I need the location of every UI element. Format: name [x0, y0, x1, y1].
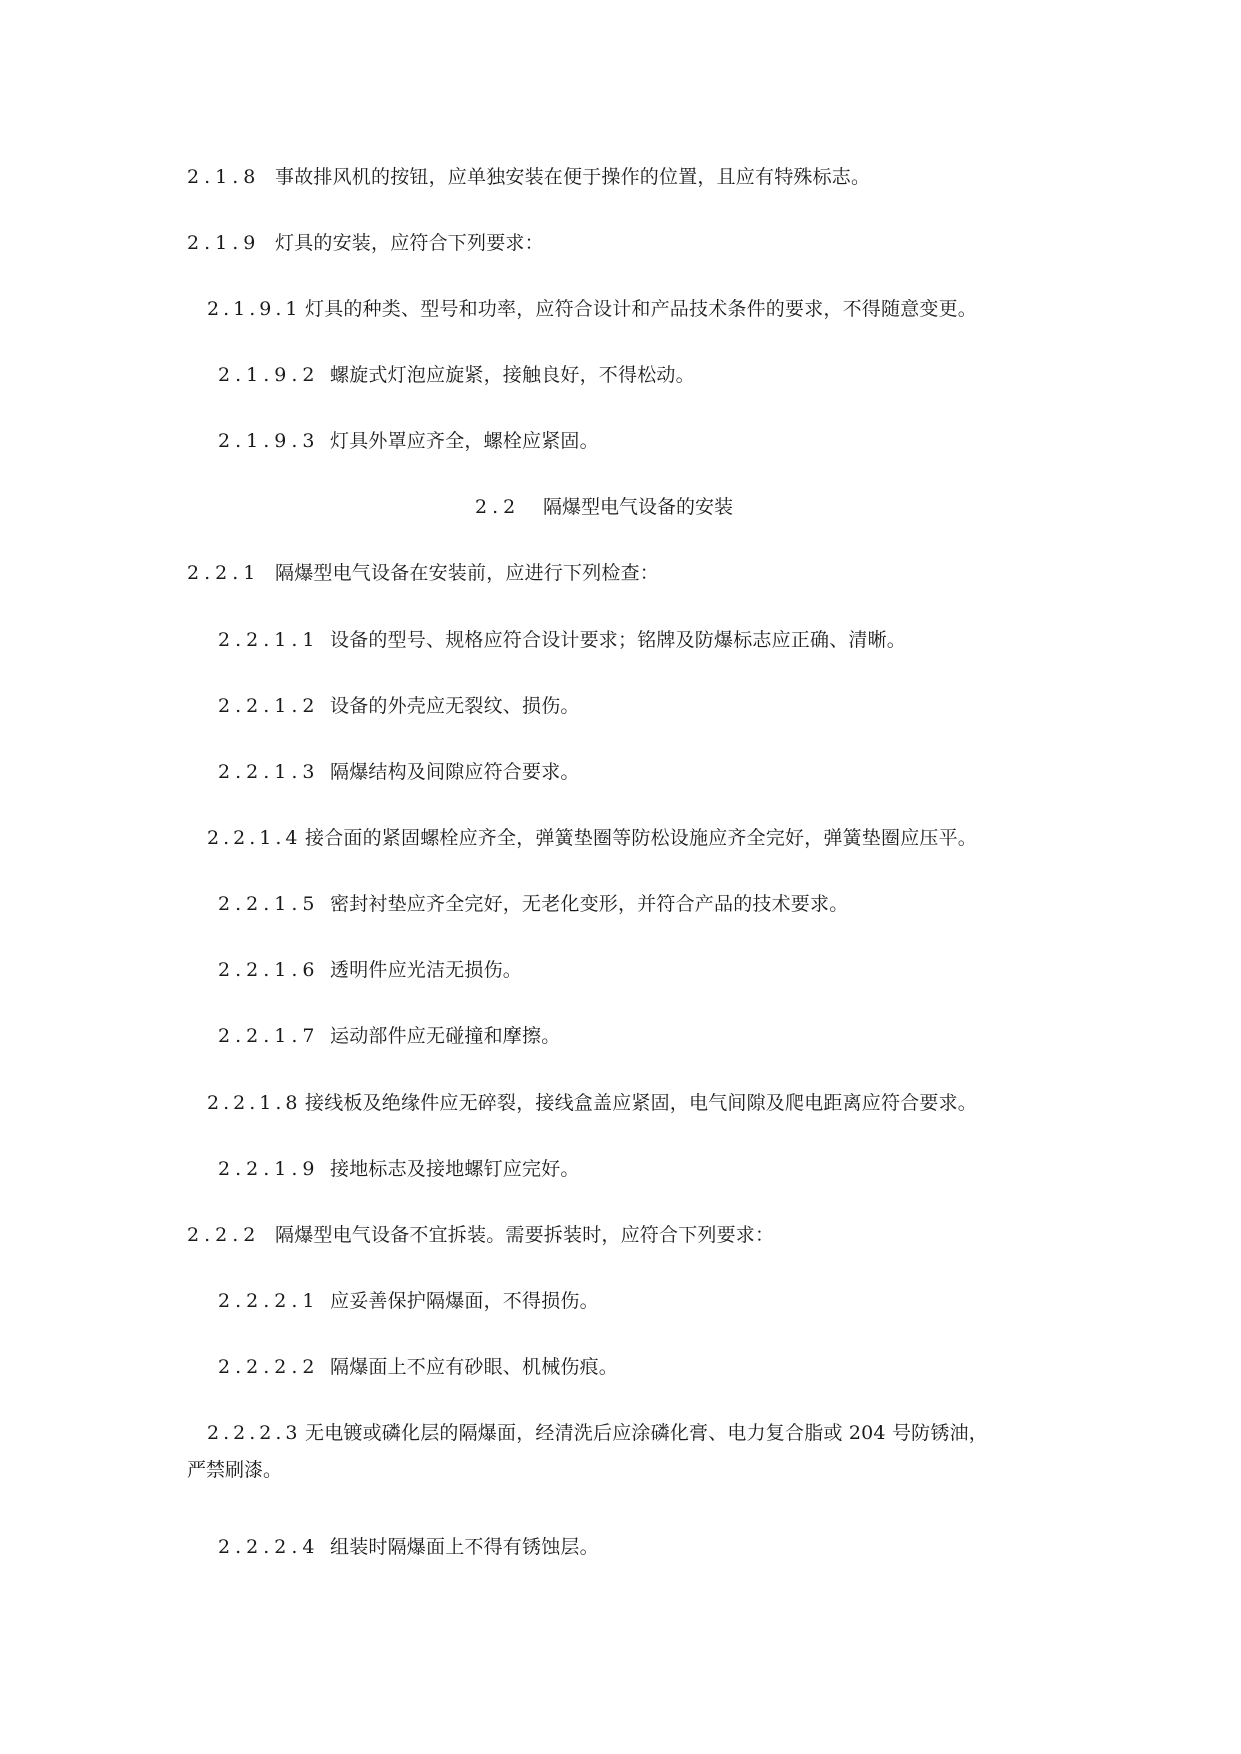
clause-number: 2.2.1.8	[207, 1092, 302, 1114]
clause-text: 运动部件应无碰撞和摩擦。	[330, 1025, 561, 1047]
clause-number: 2.2.1	[187, 562, 261, 584]
clause-text: 隔爆型电气设备不宜拆装。需要拆装时，应符合下列要求：	[275, 1224, 775, 1246]
clause-text: 应妥善保护隔爆面，不得损伤。	[330, 1290, 599, 1312]
clause-2-2-1-3	[218, 759, 580, 785]
clause-2-1-9-1	[207, 296, 977, 322]
clause-text: 透明件应光洁无损伤。	[330, 959, 523, 981]
clause-text: 灯具的种类、型号和功率，应符合设计和产品技术条件的要求，不得随意变更。	[305, 298, 978, 320]
clause-text: 无电镀或磷化层的隔爆面，经清洗后应涂磷化膏、电力复合脂或 204 号防锈油，	[305, 1422, 988, 1444]
clause-2-2-1-4	[207, 825, 977, 851]
clause-2-2-1-9	[218, 1156, 580, 1182]
clause-text: 组装时隔爆面上不得有锈蚀层。	[330, 1536, 599, 1558]
clause-2-1-9-3	[218, 428, 599, 454]
clause-2-2-2	[187, 1222, 774, 1248]
clause-number: 2.2.1.5	[218, 893, 320, 915]
clause-2-1-9	[187, 230, 544, 256]
clause-number: 2.2.2	[187, 1224, 261, 1246]
clause-number: 2.2.1.7	[218, 1025, 320, 1047]
clause-2-2-1-2	[218, 693, 580, 719]
clause-2-2-1-6	[218, 957, 522, 983]
clause-text: 设备的型号、规格应符合设计要求；铭牌及防爆标志应正确、清晰。	[330, 629, 907, 651]
clause-2-2-1	[187, 560, 659, 586]
clause-text: 隔爆结构及间隙应符合要求。	[330, 761, 580, 783]
clause-text: 隔爆面上不应有砂眼、机械伤痕。	[330, 1356, 619, 1378]
clause-number: 2.2.1.2	[218, 695, 320, 717]
clause-text: 接合面的紧固螺栓应齐全，弹簧垫圈等防松设施应齐全完好，弹簧垫圈应压平。	[305, 827, 978, 849]
clause-2-2-1-8	[207, 1090, 977, 1116]
clause-number: 2.2.2.1	[218, 1290, 320, 1312]
clause-number: 2.1.8	[187, 166, 261, 188]
clause-text: 灯具的安装，应符合下列要求：	[275, 232, 544, 254]
clause-2-2-1-1	[218, 627, 906, 653]
section-number: 2.2	[475, 496, 521, 518]
section-heading-2-2	[475, 494, 733, 520]
clause-text: 设备的外壳应无裂纹、损伤。	[330, 695, 580, 717]
section-title: 隔爆型电气设备的安装	[543, 496, 734, 518]
clause-number: 2.1.9.3	[218, 430, 320, 452]
clause-number: 2.2.1.9	[218, 1158, 320, 1180]
clause-text: 螺旋式灯泡应旋紧，接触良好，不得松动。	[330, 364, 695, 386]
clause-text: 事故排风机的按钮，应单独安装在便于操作的位置，且应有特殊标志。	[275, 166, 871, 188]
clause-text: 接线板及绝缘件应无碎裂，接线盒盖应紧固，电气间隙及爬电距离应符合要求。	[305, 1092, 978, 1114]
clause-number: 2.2.1.6	[218, 959, 320, 981]
clause-number: 2.2.2.3	[207, 1422, 302, 1444]
clause-2-2-2-4	[218, 1534, 599, 1560]
clause-2-2-2-3	[207, 1420, 988, 1446]
clause-text: 接地标志及接地螺钉应完好。	[330, 1158, 580, 1180]
clause-2-2-1-7	[218, 1023, 560, 1049]
clause-number: 2.1.9	[187, 232, 261, 254]
clause-2-1-8	[187, 164, 870, 190]
clause-text: 灯具外罩应齐全，螺栓应紧固。	[330, 430, 599, 452]
clause-number: 2.2.1.1	[218, 629, 320, 651]
clause-number: 2.2.2.4	[218, 1536, 320, 1558]
clause-number: 2.2.1.3	[218, 761, 320, 783]
clause-text: 隔爆型电气设备在安装前，应进行下列检查：	[275, 562, 660, 584]
clause-2-1-9-2	[218, 362, 695, 388]
clause-number: 2.1.9.2	[218, 364, 320, 386]
clause-number: 2.2.1.4	[207, 827, 302, 849]
clause-text: 密封衬垫应齐全完好，无老化变形，并符合产品的技术要求。	[330, 893, 849, 915]
clause-2-2-2-1	[218, 1288, 599, 1314]
clause-number: 2.1.9.1	[207, 298, 302, 320]
clause-2-2-1-5	[218, 891, 848, 917]
clause-number: 2.2.2.2	[218, 1356, 320, 1378]
clause-2-2-2-2	[218, 1354, 618, 1380]
clause-2-2-2-3-continuation: 严禁刷漆。	[187, 1459, 283, 1481]
